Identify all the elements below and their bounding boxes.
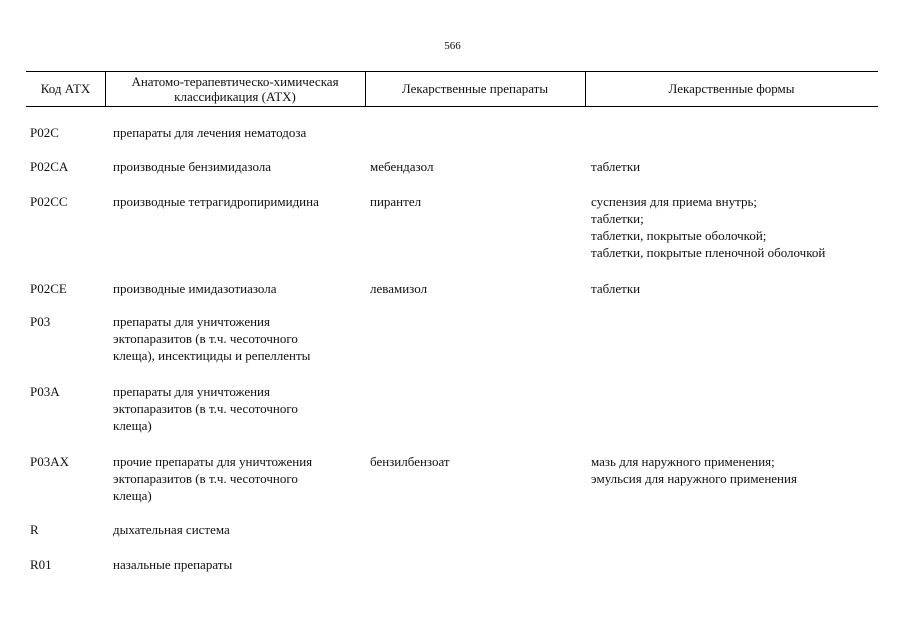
dosage-form: таблетки, покрытые оболочкой;: [591, 228, 767, 243]
atc-classification: [113, 280, 363, 297]
classification-line: производные тетрагидропиримидина: [113, 194, 319, 209]
classification-line: прочие препараты для уничтожения: [113, 454, 313, 469]
dosage-forms: [591, 280, 881, 297]
header-code: [26, 71, 105, 106]
classification-line: производные бензимидазола: [113, 159, 272, 174]
drug-name: бензилбензоат: [370, 454, 450, 469]
classification-line: препараты для лечения нематодоза: [113, 125, 307, 140]
header-classification: [105, 71, 365, 106]
atc-classification: [113, 193, 363, 210]
atc-code: R: [30, 522, 39, 537]
atc-classification: [113, 124, 363, 141]
header-classification-line: классификация (АТХ): [174, 88, 296, 104]
dosage-form: таблетки: [591, 281, 641, 296]
classification-line: клеща): [113, 488, 152, 503]
classification-line: дыхательная система: [113, 522, 230, 537]
classification-line: клеща), инсектициды и репелленты: [113, 348, 311, 363]
dosage-forms: [591, 193, 881, 261]
classification-line: эктопаразитов (в т.ч. чесоточного: [113, 401, 298, 416]
classification-line: назальные препараты: [113, 557, 233, 572]
dosage-forms: [591, 158, 881, 175]
classification-line: препараты для уничтожения: [113, 314, 270, 329]
drug-name: мебендазол: [370, 159, 434, 174]
classification-line: эктопаразитов (в т.ч. чесоточного: [113, 471, 298, 486]
header-classification-line: Анатомо-терапевтическо-химическая: [131, 73, 339, 89]
atc-classification: [113, 383, 363, 434]
table-header-bottom-rule: [26, 106, 878, 107]
atc-code: P03A: [30, 384, 60, 399]
dosage-form: таблетки, покрытые пленочной оболочкой: [591, 245, 826, 260]
atc-code: P02C: [30, 125, 59, 140]
dosage-form: таблетки;: [591, 211, 644, 226]
atc-classification: [113, 158, 363, 175]
atc-classification: [113, 521, 363, 538]
header-drugs: [365, 71, 585, 106]
dosage-form: таблетки: [591, 159, 641, 174]
dosage-form: мазь для наружного применения;: [591, 454, 775, 469]
page-number: 566: [444, 40, 461, 52]
classification-line: клеща): [113, 418, 152, 433]
dosage-forms: [591, 453, 881, 487]
atc-classification: [113, 453, 363, 504]
atc-code: P02CC: [30, 194, 68, 209]
header-forms-label: Лекарственные формы: [668, 81, 795, 96]
atc-classification: [113, 313, 363, 364]
header-drugs-label: Лекарственные препараты: [401, 81, 549, 96]
drug-name: левамизол: [370, 281, 428, 296]
dosage-form: суспензия для приема внутрь;: [591, 194, 758, 209]
drug-name: пирантел: [370, 194, 422, 209]
dosage-form: эмульсия для наружного применения: [591, 471, 797, 486]
atc-classification: [113, 556, 363, 573]
atc-code: R01: [30, 557, 52, 572]
classification-line: эктопаразитов (в т.ч. чесоточного: [113, 331, 298, 346]
header-code-label: Код АТХ: [40, 81, 91, 96]
atc-code: P03AX: [30, 454, 70, 469]
atc-code: P02CA: [30, 159, 69, 174]
atc-code: P03: [30, 314, 51, 329]
classification-line: производные имидазотиазола: [113, 281, 277, 296]
classification-line: препараты для уничтожения: [113, 384, 270, 399]
header-forms: [585, 71, 878, 106]
atc-code: P02CE: [30, 281, 67, 296]
